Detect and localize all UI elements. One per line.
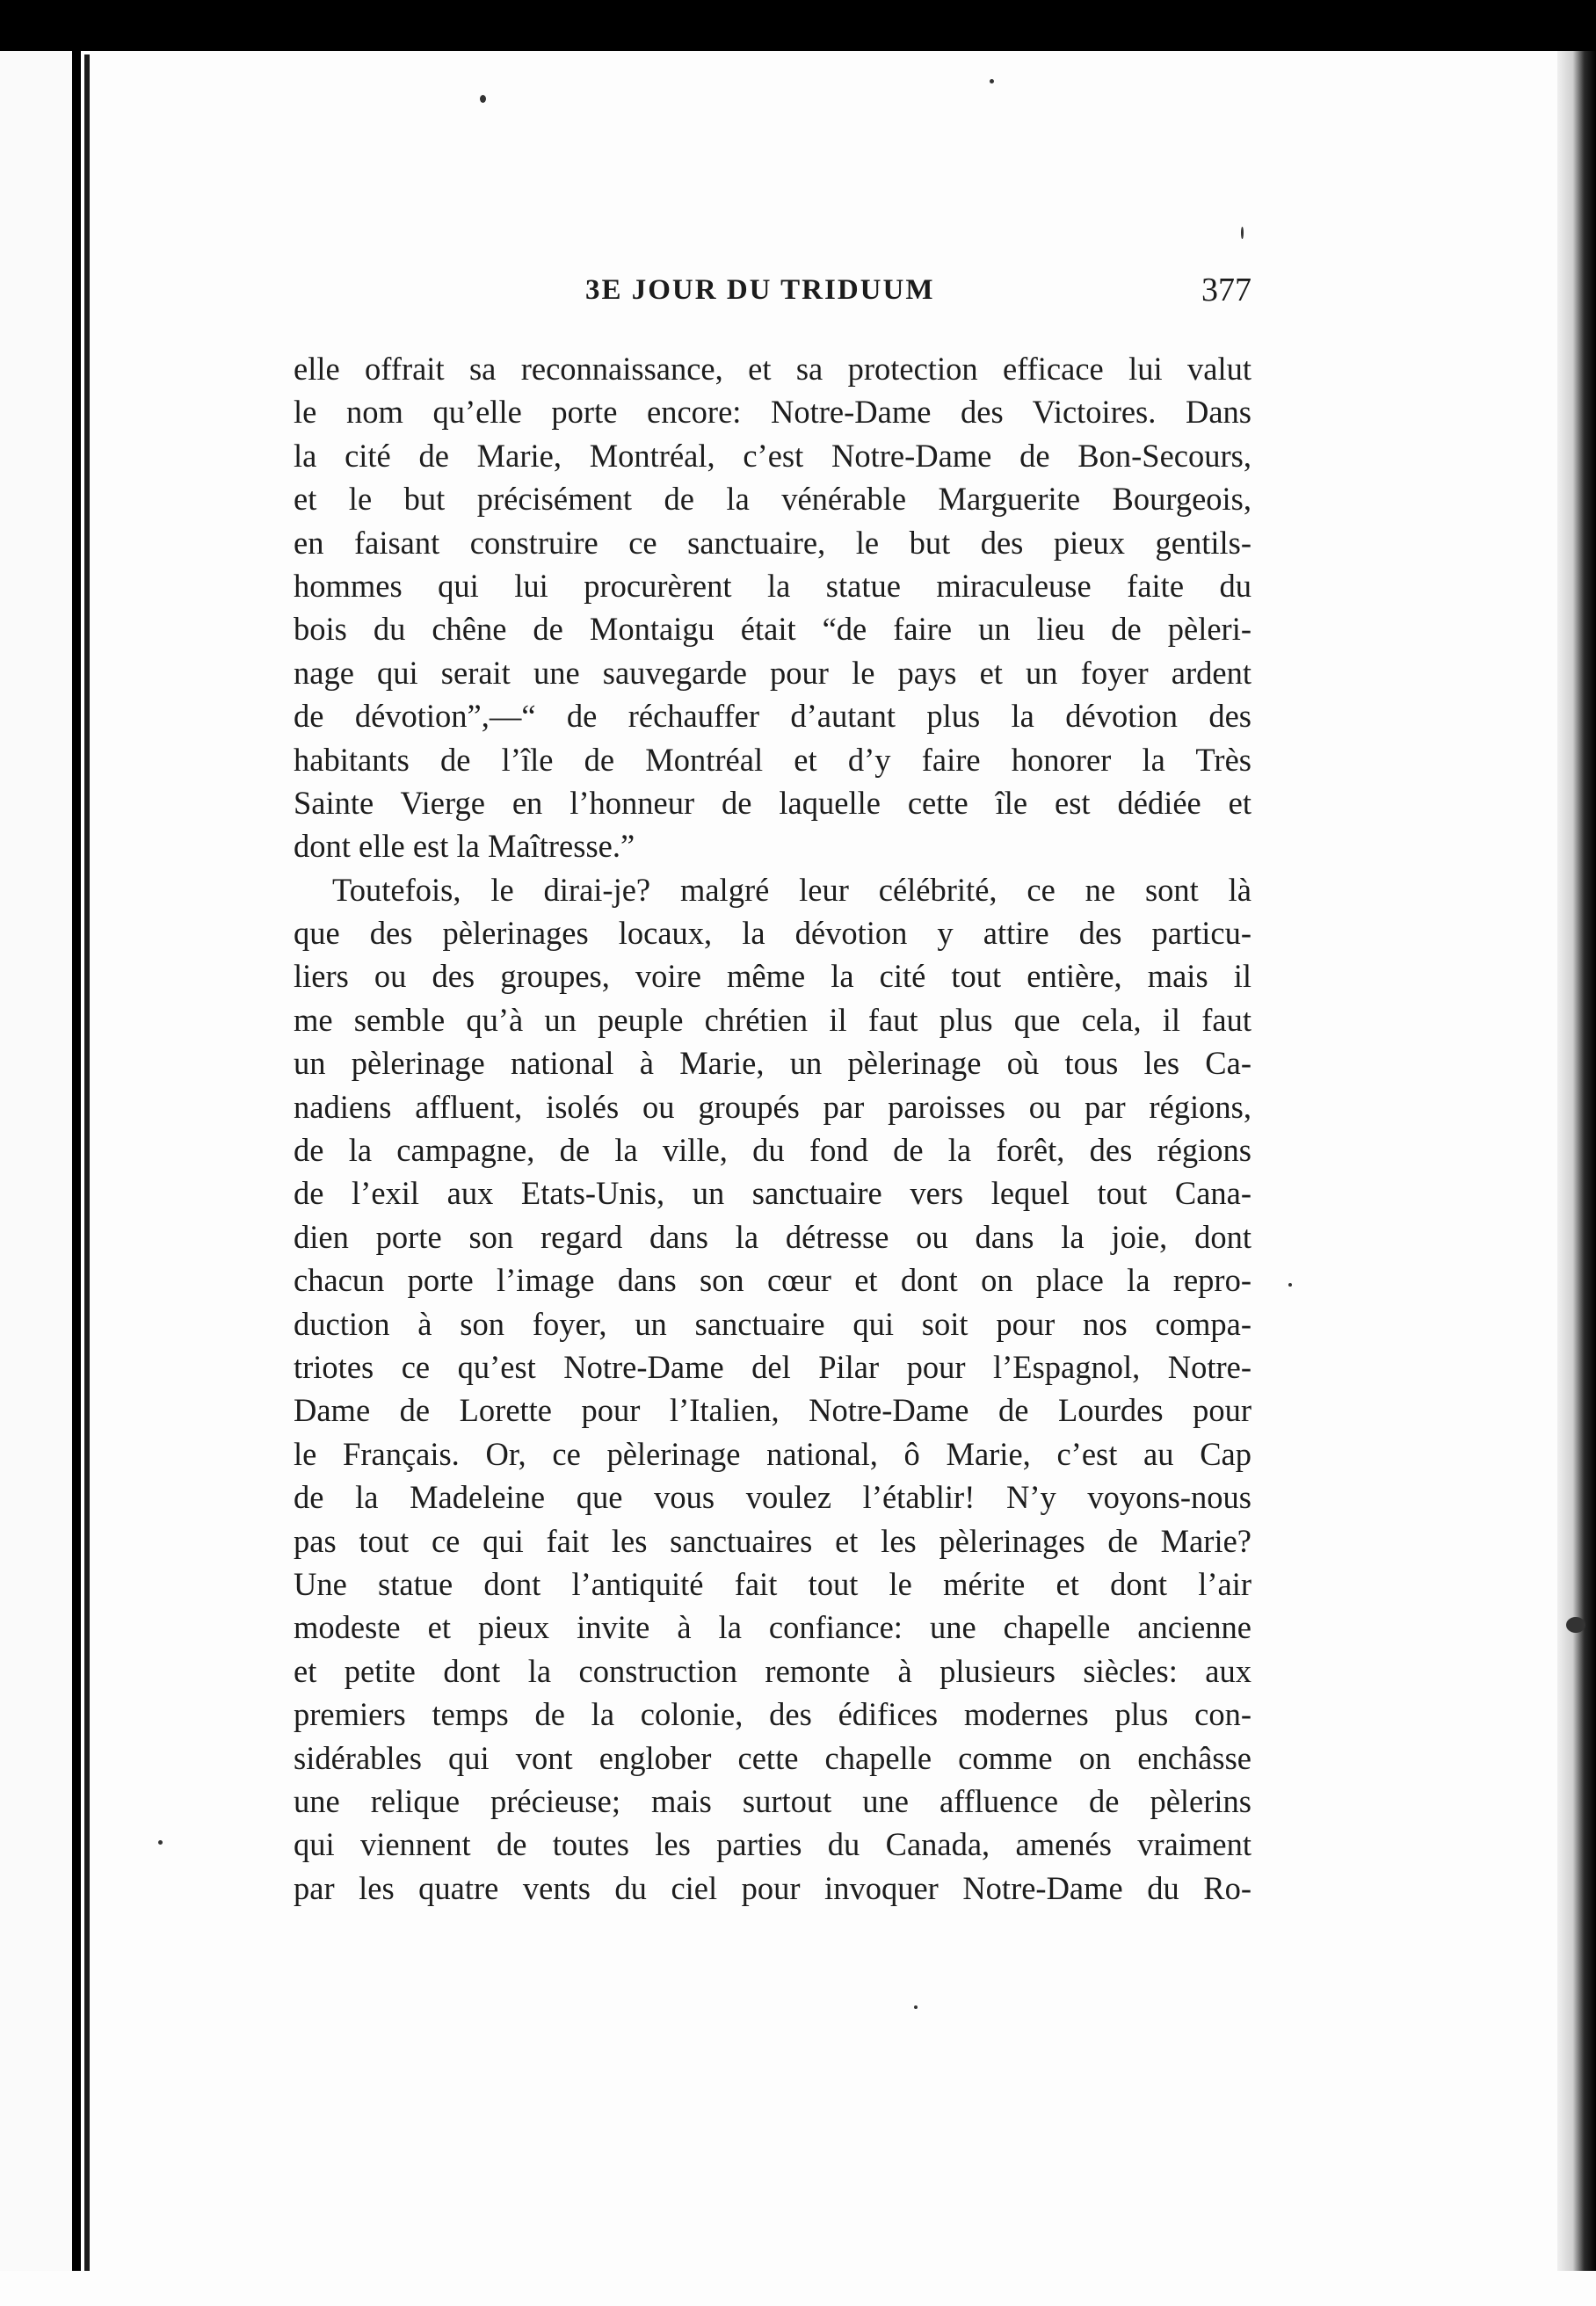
body-text [294, 347, 1251, 1910]
text-line: de dévotion”,—“ de réchauffer d’autant plus la dévotion des [294, 698, 1251, 735]
text-line: et petite dont la construction remonte à plusieurs siècles: aux [294, 1652, 1251, 1689]
text-line: dont elle est la Maîtresse.” [294, 828, 635, 865]
text-line: une relique précieuse; mais surtout une affluence de pèlerins [294, 1782, 1251, 1819]
text-line: liers ou des groupes, voire même la cité tout entière, mais il [294, 958, 1251, 995]
scan-speck [480, 95, 486, 103]
bottom-margin [0, 2271, 1596, 2306]
text-line: modeste et pieux invite à la confiance: une chapelle ancienne [294, 1609, 1251, 1646]
text-line: bois du chêne de Montaigu était “de faire un lieu de pèleri- [294, 611, 1251, 648]
text-line: Dame de Lorette pour l’Italien, Notre-Dame de Lourdes pour [294, 1392, 1251, 1429]
text-line: et le but précisément de la vénérable Marguerite Bourgeois, [294, 481, 1251, 518]
facing-page-edge [0, 51, 72, 2306]
text-line: chacun porte l’image dans son cœur et dont on place la repro- [294, 1262, 1251, 1299]
text-line: de la Madeleine que vous voulez l’établir! N’y voyons-nous [294, 1479, 1251, 1516]
text-line: triotes ce qu’est Notre-Dame del Pilar pour l’Espagnol, Notre- [294, 1348, 1251, 1385]
text-line: me semble qu’à un peuple chrétien il faut plus que cela, il faut [294, 1001, 1251, 1038]
text-line: la cité de Marie, Montréal, c’est Notre-Dame de Bon-Secours, [294, 437, 1251, 474]
scan-speck [914, 2005, 918, 2009]
text-line: Toutefois, le dirai-je? malgré leur célébrité, ce ne sont là [332, 871, 1251, 908]
binding-gutter [84, 54, 90, 2306]
scan-speck [158, 1840, 163, 1845]
text-line: qui viennent de toutes les parties du Canada, amenés vraiment [294, 1826, 1251, 1863]
text-line: nadiens affluent, isolés ou groupés par paroisses ou par régions, [294, 1088, 1251, 1125]
text-line: premiers temps de la colonie, des édifices modernes plus con- [294, 1696, 1251, 1733]
text-line: de l’exil aux Etats-Unis, un sanctuaire vers lequel tout Cana- [294, 1175, 1251, 1212]
scan-speck [990, 79, 994, 83]
text-line: un pèlerinage national à Marie, un pèlerinage où tous les Ca- [294, 1045, 1251, 1082]
text-line: hommes qui lui procurèrent la statue miraculeuse faite du [294, 567, 1251, 604]
text-line: le Français. Or, ce pèlerinage national, ô Marie, c’est au Cap [294, 1435, 1251, 1472]
text-line: nage qui serait une sauvegarde pour le pays et un foyer ardent [294, 654, 1251, 691]
text-line: le nom qu’elle porte encore: Notre-Dame des Victoires. Dans [294, 394, 1251, 431]
text-line: elle offrait sa reconnaissance, et sa protection efficace lui valut [294, 351, 1251, 387]
text-line: sidérables qui vont englober cette chapelle comme on enchâsse [294, 1739, 1251, 1776]
scan-speck [1288, 1283, 1292, 1287]
page-number: 377 [1201, 272, 1251, 308]
text-line: de la campagne, de la ville, du fond de la forêt, des régions [294, 1132, 1251, 1169]
text-line: Sainte Vierge en l’honneur de laquelle cette île est dédiée et [294, 784, 1251, 821]
text-line: dien porte son regard dans la détresse ou dans la joie, dont [294, 1218, 1251, 1255]
text-line: pas tout ce qui fait les sanctuaires et les pèlerinages de Marie? [294, 1522, 1251, 1559]
running-title: 3E JOUR DU TRIDUUM [585, 274, 935, 306]
text-line: Une statue dont l’antiquité fait tout le mérite et dont l’air [294, 1565, 1251, 1602]
paragraph-2 [294, 868, 1251, 1910]
text-line: que des pèlerinages locaux, la dévotion y attire des particu- [294, 915, 1251, 952]
text-line: en faisant construire ce sanctuaire, le but des pieux gentils- [294, 524, 1251, 561]
page-edge-shadow [1557, 51, 1596, 2306]
scan-speck [1566, 1617, 1585, 1633]
text-line: par les quatre vents du ciel pour invoquer Notre-Dame du Ro- [294, 1869, 1251, 1906]
scan-speck [1241, 227, 1244, 239]
page-header [290, 274, 1251, 318]
text-line: habitants de l’île de Montréal et d’y faire honorer la Très [294, 741, 1251, 778]
paragraph-1 [294, 347, 1251, 868]
text-line: duction à son foyer, un sanctuaire qui soit pour nos compa- [294, 1305, 1251, 1342]
